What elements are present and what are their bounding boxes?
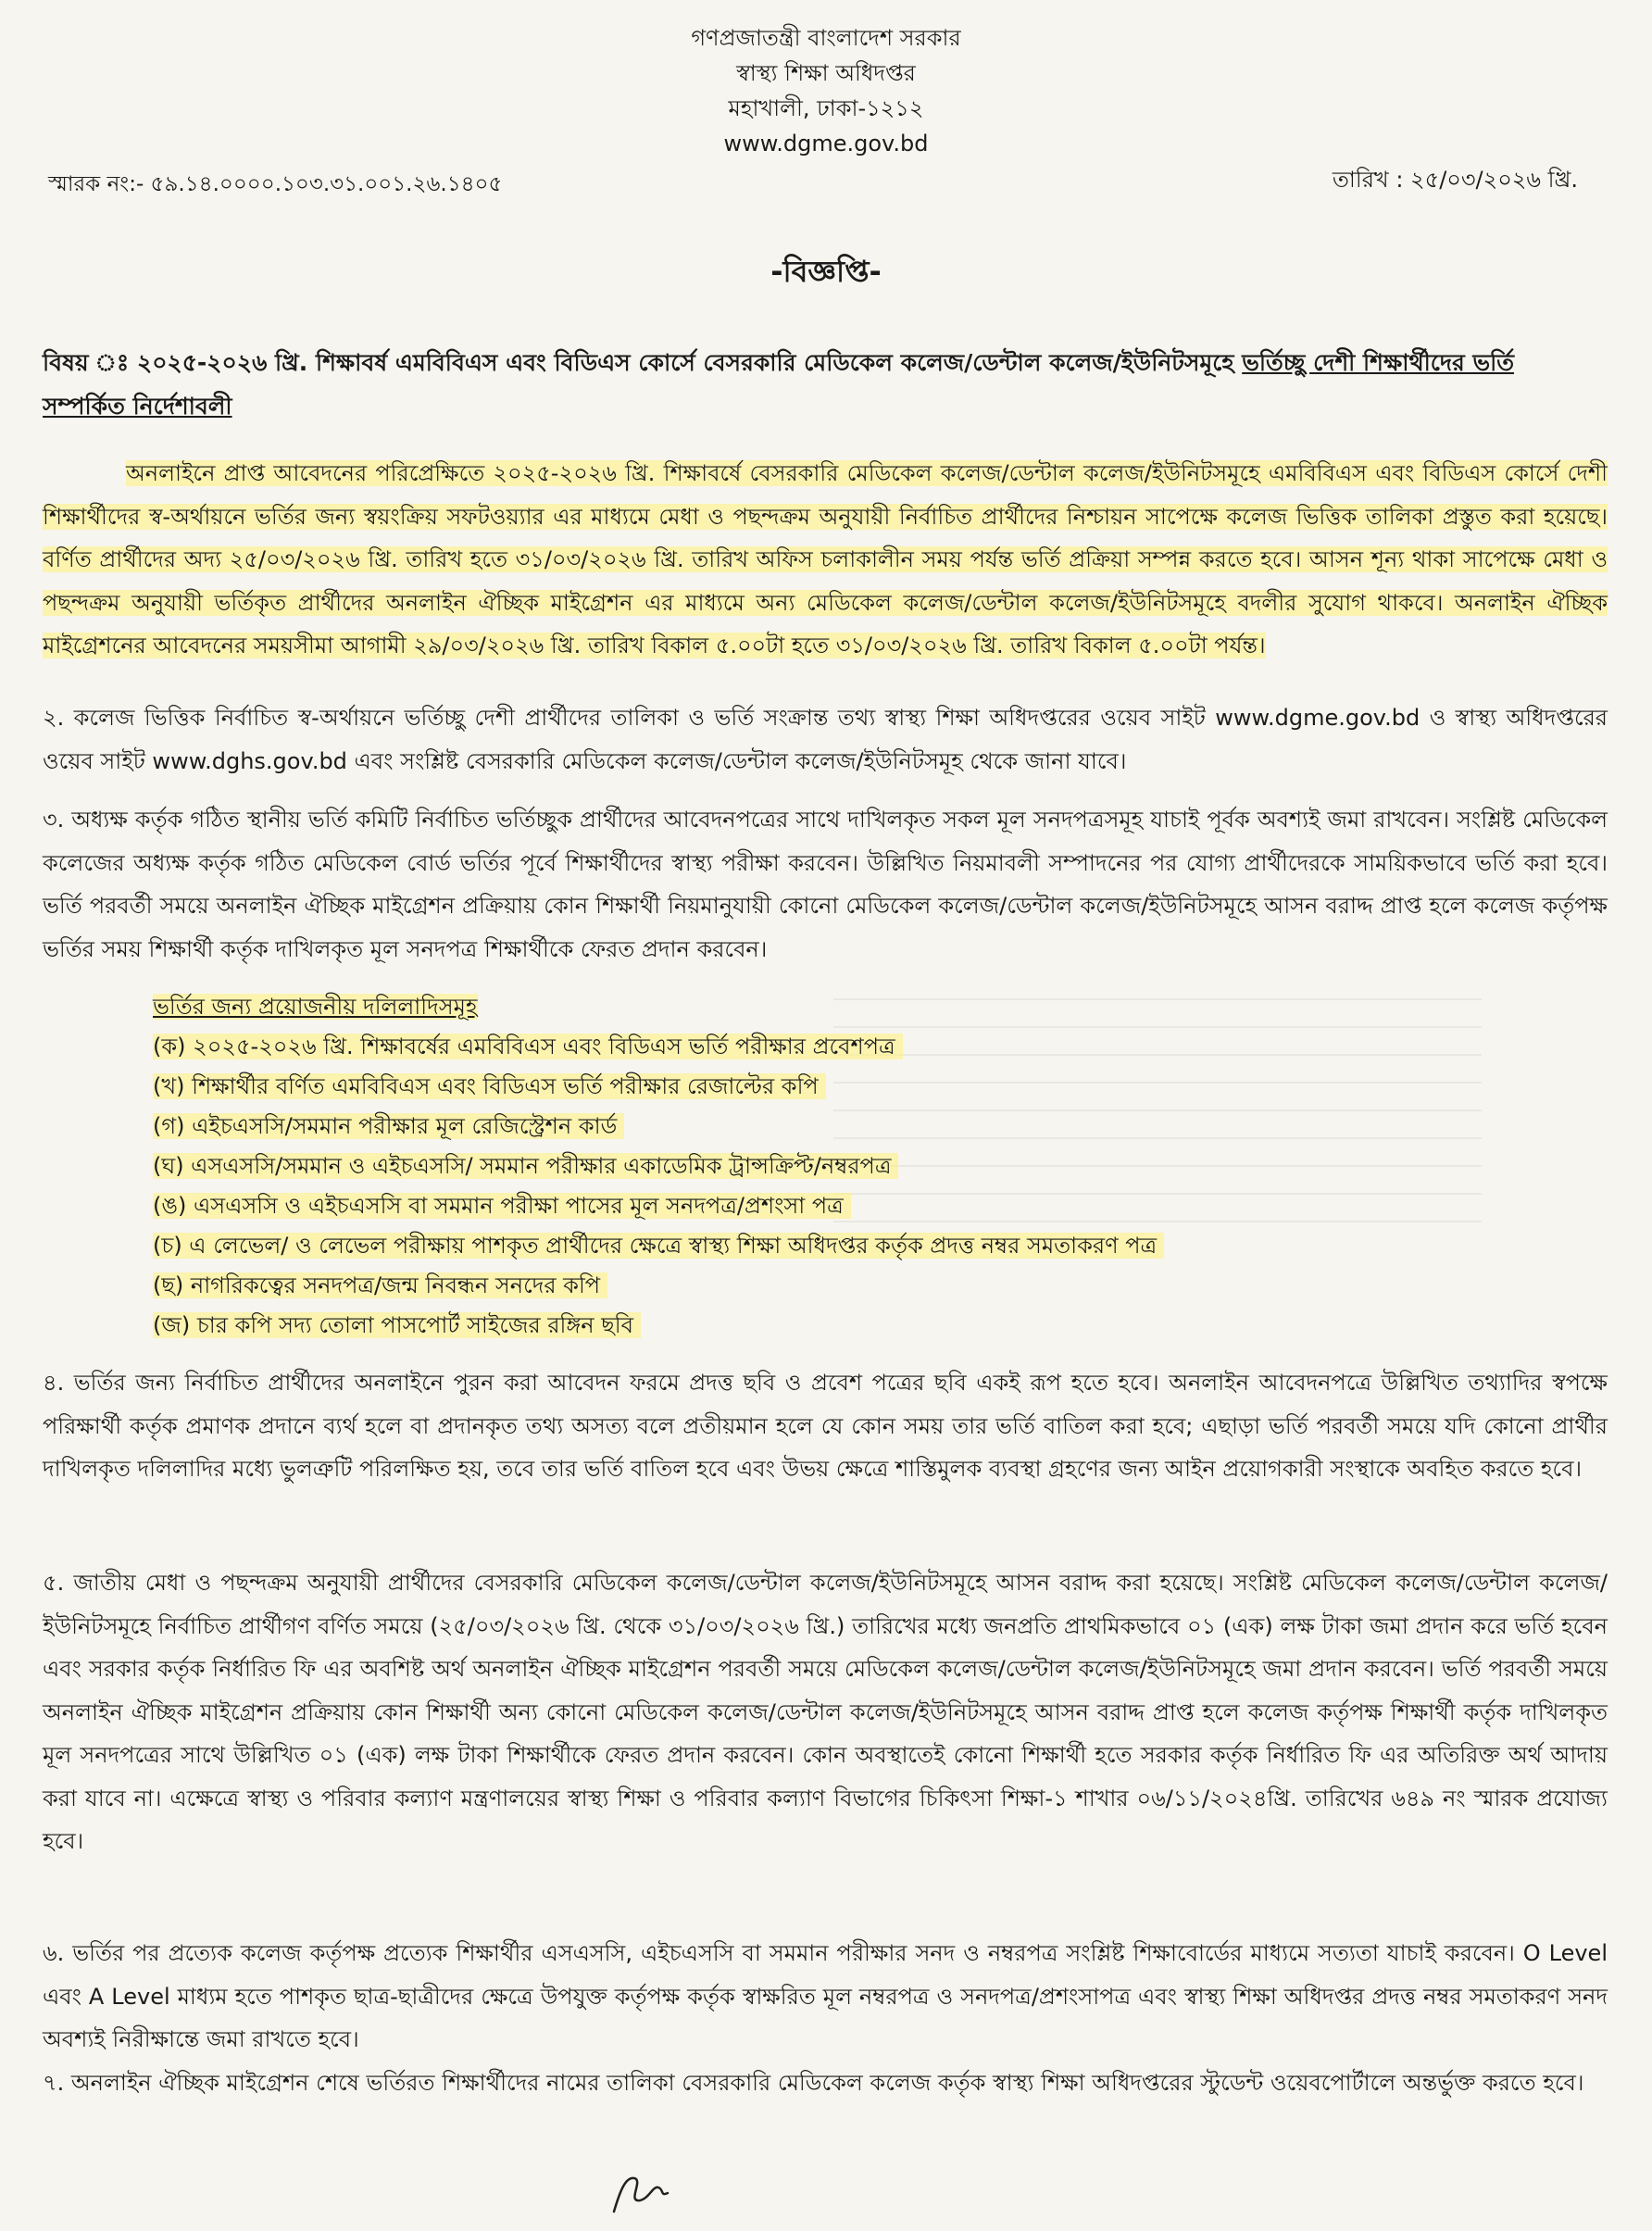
paragraph-1-text: অনলাইনে প্রাপ্ত আবেদনের পরিপ্রেক্ষিতে ২০২৫-২০২৬ খ্রি. শিক্ষাবর্ষে বেসরকারি মেডিকেল কলেজ/ডেন্টাল কলেজ/ইউনিটসমূহে এমবিবিএস এবং বিডিএস কোর্সে দেশী শিক্ষার্থীদের স্ব-অর্থায়নে ভর্তির জন্য স্বয়ংক্রিয় সফটওয়্যার এর মাধ্যমে মেধা ও পছন্দক্রম অনুযায়ী নির্বাচিত প্রার্থীদের নিশ্চায়ন সাপেক্ষে কলেজ ভিত্তিক তালিকা প্রস্তুত করা হয়েছে। বর্ণিত প্রার্থীদের অদ্য ২৫/০৩/২০২৬ খ্রি. তারিখ হতে ৩১/০৩/২০২৬ খ্রি. তারিখ অফিস চলাকালীন সময় পর্যন্ত ভর্তি প্রক্রিয়া সম্পন্ন করতে হবে। আসন শূন্য থাকা সাপেক্ষে মেধা ও পছন্দক্রম অনুযায়ী ভর্তিকৃত প্রার্থীদের অনলাইন ঐচ্ছিক মাইগ্রেশন এর মাধ্যমে অন্য মেডিকেল কলেজ/ডেন্টাল কলেজ/ইউনিটসমূহে বদলীর সুযোগ থাকবে। অনলাইন ঐচ্ছিক মাইগ্রেশনের আবেদনের সময়সীমা আগামী ২৯/০৩/২০২৬ খ্রি. তারিখ বিকাল ৫.০০টা হতে ৩১/০৩/২০২৬ খ্রি. তারিখ বিকাল ৫.০০টা পর্যন্ত। <box>43 460 1608 658</box>
paragraph-1 <box>43 452 1608 668</box>
list-item-text: (ঙ) এসএসসি ও এইচএসসি বা সমমান পরীক্ষা পাসের মূল সনদপত্র/প্রশংসা পত্র <box>153 1193 851 1219</box>
list-item-text: (খ) শিক্ষার্থীর বর্ণিত এমবিবিএস এবং বিডিএস ভর্তি পরীক্ষার রেজাল্টের কপি <box>153 1073 826 1099</box>
paragraph-3: ৩. অধ্যক্ষ কর্তৃক গঠিত স্থানীয় ভর্তি কমিটি নির্বাচিত ভর্তিচ্ছুক প্রার্থীদের আবেদনপত্রের সাথে দাখিলকৃত সকল মূল সনদপত্রসমূহ যাচাই পূর্বক অবশ্যই জমা রাখবেন। সংশ্লিষ্ট মেডিকেল কলেজের অধ্যক্ষ কর্তৃক গঠিত মেডিকেল বোর্ড ভর্তির পূর্বে শিক্ষার্থীদের স্বাস্থ্য পরীক্ষা করবেন। উল্লিখিত নিয়মাবলী সম্পাদনের পর যোগ্য প্রার্থীদেরকে সাময়িকভাবে ভর্তি করা হবে। ভর্তি পরবর্তী সময়ে অনলাইন ঐচ্ছিক মাইগ্রেশন প্রক্রিয়ায় কোন শিক্ষার্থী নিয়মানুযায়ী কোনো মেডিকেল কলেজ/ডেন্টাল কলেজ/ইউনিটসমূহে আসন বরাদ্দ প্রাপ্ত হলে কলেজ কর্তৃপক্ষ ভর্তির সময় শিক্ষার্থী কর্তৃক দাখিলকৃত মূল সনদপত্র শিক্ষার্থীকে ফেরত প্রদান করবেন। <box>43 807 1608 962</box>
list-item-text: (ঘ) এসএসসি/সমমান ও এইচএসসি/ সমমান পরীক্ষার একাডেমিক ট্রান্সক্রিপ্ট/নম্বরপত্র <box>153 1153 898 1179</box>
paragraph-4: ৪. ভর্তির জন্য নির্বাচিত প্রার্থীদের অনলাইনে পুরন করা আবেদন ফরমে প্রদত্ত ছবি ও প্রবেশ পত্রের ছবি একই রূপ হতে হবে। অনলাইন আবেদনপত্রে উল্লিখিত তথ্যাদির স্বপক্ষে পরিক্ষার্থী কর্তৃক প্রমাণক প্রদানে ব্যর্থ হলে বা প্রদানকৃত তথ্য অসত্য বলে প্রতীয়মান হলে যে কোন সময় তার ভর্তি বাতিল করা হবে; এছাড়া ভর্তি পরবর্তী সময়ে যদি কোনো প্রার্থীর দাখিলকৃত দলিলাদির মধ্যে ভুলত্রুটি পরিলক্ষিত হয়, তবে তার ভর্তি বাতিল হবে এবং উভয় ক্ষেত্রে শাস্তিমুলক ব্যবস্থা গ্রহণের জন্য আইন প্রয়োগকারী সংস্থাকে অবহিত করতে হবে। <box>43 1370 1608 1482</box>
paragraph-7: ৭. অনলাইন ঐচ্ছিক মাইগ্রেশন শেষে ভর্তিরত শিক্ষার্থীদের নামের তালিকা বেসরকারি মেডিকেল কলেজ কর্তৃক স্বাস্থ্য শিক্ষা অধিদপ্তরের স্টুডেন্ট ওয়েবপোর্টালে অন্তর্ভুক্ত করতে হবে। <box>43 2070 1584 2096</box>
office-website: www.dgme.gov.bd <box>723 131 929 157</box>
list-item <box>153 1226 1449 1266</box>
list-item <box>153 1186 1449 1226</box>
subject-line <box>43 341 1598 428</box>
documents-heading-text: ভর্তির জন্য প্রয়োজনীয় দলিলাদিসমূহ <box>153 994 478 1020</box>
list-item <box>153 1306 1449 1346</box>
list-item <box>153 1027 1449 1067</box>
signature-mark <box>607 2165 681 2221</box>
list-item-text: (গ) এইচএসসি/সমমান পরীক্ষার মূল রেজিস্ট্রেশন কার্ড <box>153 1113 624 1139</box>
department-name: স্বাস্থ্য শিক্ষা অধিদপ্তর <box>736 60 916 86</box>
list-item <box>153 1107 1449 1147</box>
letterhead <box>0 20 1652 161</box>
list-item <box>153 1147 1449 1186</box>
list-item <box>153 1266 1449 1306</box>
paragraph-6: ৬. ভর্তির পর প্রত্যেক কলেজ কর্তৃপক্ষ প্রত্যেক শিক্ষার্থীর এসএসসি, এইচএসসি বা সমমান পরীক্ষার সনদ ও নম্বরপত্র সংশ্লিষ্ট শিক্ষাবোর্ডের মাধ্যমে সত্যতা যাচাই করবেন। O Level এবং A Level মাধ্যম হতে পাশকৃত ছাত্র-ছাত্রীদের ক্ষেত্রে উপযুক্ত কর্তৃপক্ষ কর্তৃক স্বাক্ষরিত মূল নম্বরপত্র ও সনদপত্র/প্রশংসাপত্র এবং স্বাস্থ্য শিক্ষা অধিদপ্তর প্রদত্ত নম্বর সমতাকরণ সনদ অবশ্যই নিরীক্ষান্তে জমা রাখতে হবে। <box>43 1940 1608 2052</box>
subject-underlined: ভর্তিচ্ছু দেশী শিক্ষার্থীদের ভর্তি সম্পর্কিত নির্দেশাবলী <box>43 349 1514 420</box>
documents-heading <box>153 987 1449 1027</box>
office-address: মহাখালী, ঢাকা-১২১২ <box>728 95 924 121</box>
notice-date: তারিখ : ২৫/০৩/২০২৬ খ্রি. <box>1332 167 1578 193</box>
govt-name: গণপ্রজাতন্ত্রী বাংলাদেশ সরকার <box>691 25 961 51</box>
paragraph-5: ৫. জাতীয় মেধা ও পছন্দক্রম অনুযায়ী প্রার্থীদের বেসরকারি মেডিকেল কলেজ/ডেন্টাল কলেজ/ইউনিটসমূহে আসন বরাদ্দ করা হয়েছে। সংশ্লিষ্ট মেডিকেল কলেজ/ডেন্টাল কলেজ/ইউনিটসমূহে নির্বাচিত প্রার্থীগণ বর্ণিত সময়ে (২৫/০৩/২০২৬ খ্রি. থেকে ৩১/০৩/২০২৬ খ্রি.) তারিখের মধ্যে জনপ্রতি প্রাথমিকভাবে ০১ (এক) লক্ষ টাকা জমা প্রদান করে ভর্তি হবেন এবং সরকার কর্তৃক নির্ধারিত ফি এর অবশিষ্ট অর্থ অনলাইন ঐচ্ছিক মাইগ্রেশন পরবর্তী সময়ে মেডিকেল কলেজ/ডেন্টাল কলেজ/ইউনিটসমূহে জমা প্রদান করবেন। ভর্তি পরবর্তী সময়ে অনলাইন ঐচ্ছিক মাইগ্রেশন প্রক্রিয়ায় কোন শিক্ষার্থী অন্য কোনো মেডিকেল কলেজ/ডেন্টাল কলেজ/ইউনিটসমূহে আসন বরাদ্দ প্রাপ্ত হলে কলেজ কর্তৃপক্ষ শিক্ষার্থী কর্তৃক দাখিলকৃত মূল সনদপত্রের সাথে উল্লিখিত ০১ (এক) লক্ষ টাকা শিক্ষার্থীকে ফেরত প্রদান করবেন। কোন অবস্থাতেই কোনো শিক্ষার্থী হতে সরকার কর্তৃক নির্ধারিত ফি এর অতিরিক্ত অর্থ আদায় করা যাবে না। এক্ষেত্রে স্বাস্থ্য ও পরিবার কল্যাণ মন্ত্রণালয়ের স্বাস্থ্য শিক্ষা ও পরিবার কল্যাণ বিভাগের চিকিৎসা শিক্ষা-১ শাখার ০৬/১১/২০২৪খ্রি. তারিখের ৬৪৯ নং স্মারক প্রযোজ্য হবে। <box>43 1570 1608 1854</box>
notice-title: -বিজ্ঞপ্তি- <box>770 254 882 289</box>
list-item-text: (ক) ২০২৫-২০২৬ খ্রি. শিক্ষাবর্ষের এমবিবিএস এবং বিডিএস ভর্তি পরীক্ষার প্রবেশপত্র <box>153 1034 903 1059</box>
list-item-text: (ছ) নাগরিকত্বের সনদপত্র/জন্ম নিবন্ধন সনদের কপি <box>153 1272 607 1298</box>
list-item <box>153 1067 1449 1107</box>
list-item-text: (চ) এ লেভেল/ ও লেভেল পরীক্ষায় পাশকৃত প্রার্থীদের ক্ষেত্রে স্বাস্থ্য শিক্ষা অধিদপ্তর কর্তৃক প্রদত্ত নম্বর সমতাকরণ পত্র <box>153 1233 1164 1259</box>
memo-number: স্মারক নং:- ৫৯.১৪.০০০০.১০৩.৩১.০০১.২৬.১৪০৫ <box>48 172 503 196</box>
paragraph-2: ২. কলেজ ভিত্তিক নির্বাচিত স্ব-অর্থায়নে ভর্তিচ্ছু দেশী প্রার্থীদের তালিকা ও ভর্তি সংক্রান্ত তথ্য স্বাস্থ্য শিক্ষা অধিদপ্তরের ওয়েব সাইট www.dgme.gov.bd ও স্বাস্থ্য অধিদপ্তরের ওয়েব সাইট www.dghs.gov.bd এবং সংশ্লিষ্ট বেসরকারি মেডিকেল কলেজ/ডেন্টাল কলেজ/ইউনিটসমূহ থেকে জানা যাবে। <box>43 705 1608 774</box>
subject-text: বিষয় ঃ ২০২৫-২০২৬ খ্রি. শিক্ষাবর্ষ এমবিবিএস এবং বিডিএস কোর্সে বেসরকারি মেডিকেল কলেজ/ডেন্টাল কলেজ/ইউনিটসমূহে <box>43 349 1243 376</box>
required-documents-list <box>153 987 1449 1346</box>
list-item-text: (জ) চার কপি সদ্য তোলা পাসপোর্ট সাইজের রঙ্গিন ছবি <box>153 1312 641 1338</box>
